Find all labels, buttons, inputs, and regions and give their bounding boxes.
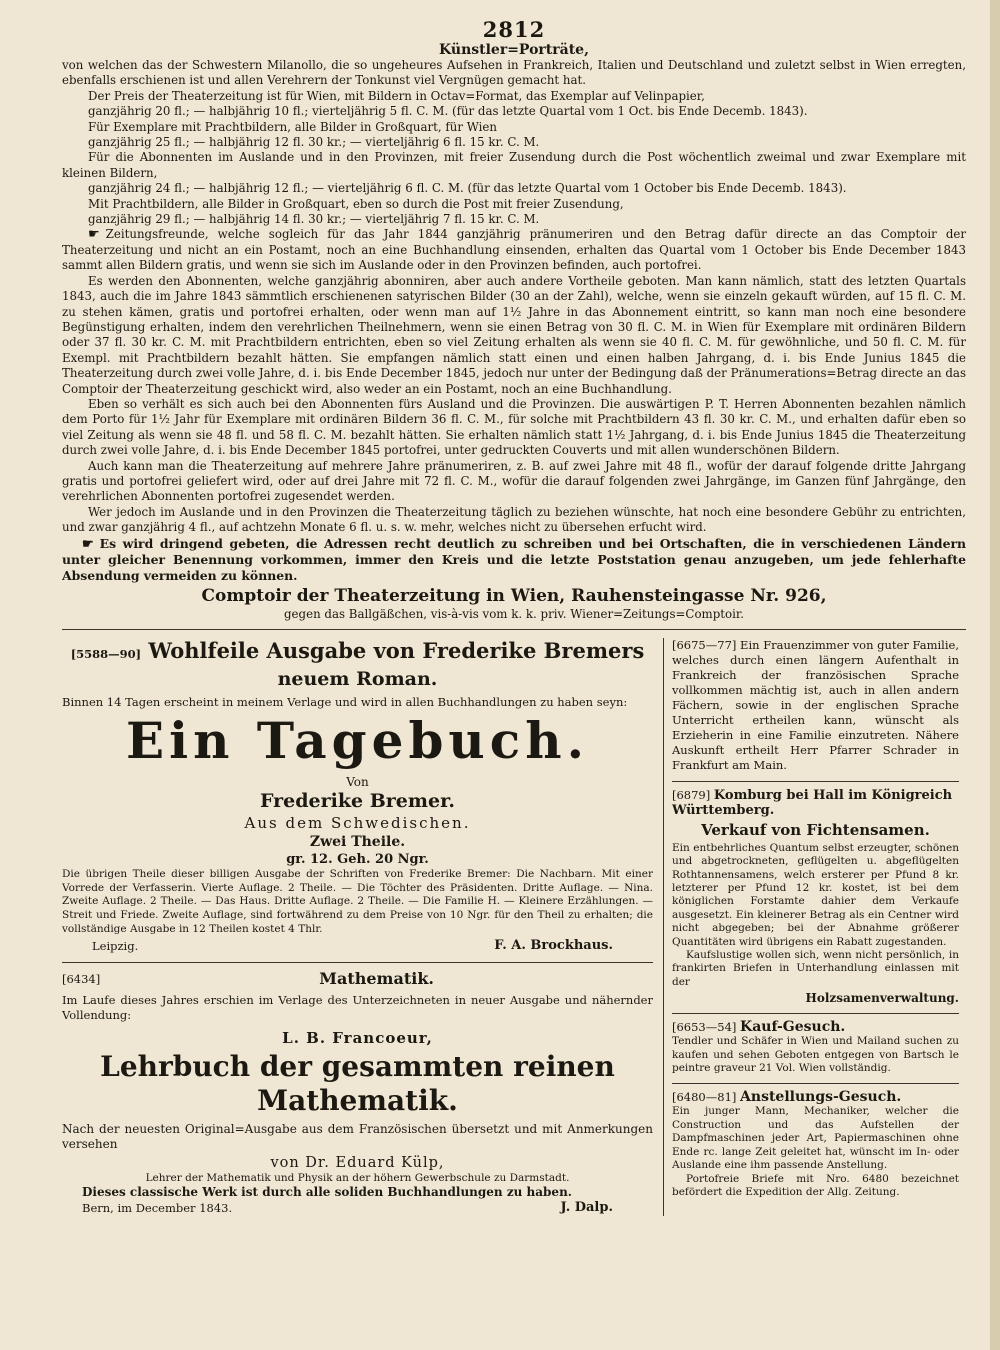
ad-divider <box>672 781 959 782</box>
ad-title: Verkauf von Fichtensamen. <box>701 820 930 839</box>
translator: von Dr. Eduard Külp, <box>270 1155 445 1172</box>
ad-publisher: F. A. Brockhaus. <box>494 938 613 954</box>
ad-title-line2: neuem Roman. <box>277 667 438 690</box>
notice-paragraph: von welchen das der Schwestern Milanollo, die so ungeheures Aufsehen in Frankreich, Italien und Deutschland und zuletzt selbst in Wien erregten, ebenfalls erschienen ist und allen Verehrern der Tonkunst viel Vergnügen gemacht hat. <box>62 58 966 88</box>
theaterzeitung-notice <box>62 58 966 623</box>
price-line: ganzjährig 20 fl.; — halbjährig 10 fl.; vierteljährig 5 fl. C. M. (für das letzte Quartal vom 1 Oct. bis Ende Decemb. 1843). <box>88 104 808 119</box>
price-line: ganzjährig 25 fl.; — halbjährig 12 fl. 30 kr.; — vierteljährig 6 fl. 15 kr. C. M. <box>88 135 540 150</box>
comptoir-address: gegen das Ballgäßchen, vis-à-vis vom k. k. priv. Wiener=Zeitungs=Comptoir. <box>284 607 744 622</box>
ad-kaufgesuch <box>672 1020 959 1075</box>
section-divider <box>62 629 966 630</box>
ad-anstellungsgesuch <box>672 1090 959 1199</box>
book-title: Ein Tagebuch. <box>126 711 589 771</box>
book-title: Lehrbuch der gesammten reinen Mathematik. <box>100 1050 615 1118</box>
ad-title: Kauf-Gesuch. <box>740 1019 846 1036</box>
ad-text: Ein junger Mann, Mechaniker, welcher die Construction und das Aufstellen der Dampfmaschinen jeder Art, Papiermaschinen ohne Ende rc. lange Zeit geleitet hat, wünscht im In- oder Auslande eine ihm passende Anstellung. <box>672 1105 959 1172</box>
by-label: Von <box>346 775 369 790</box>
header-subtitle: Künstler=Porträte, <box>439 42 589 58</box>
ad-text: Tendler und Schäfer in Wien und Mailand suchen zu kaufen und sehen Geboten entgegen von Bartsch le peintre graveur 21 Vol. Wien vollständig. <box>672 1035 959 1075</box>
other-volumes: Die übrigen Theile dieser billigen Ausgabe der Schriften von Frederike Bremer: Die Nachbarn. Mit einer Vorrede der Verfasserin. Vierte Auflage. 2 Theile. — Die Töchter des Präsidenten. Dritte Auflage. — Nina. Zweite Auflage. 2 Theile. — Das Haus. Dritte Auflage. 2 Theile. — Die Familie H. — Kleinere Erzählungen. — Streit und Friede. Zweite Auflage, sind fortwährend zu dem Preise von 10 Ngr. für den Theil zu erhalten; die vollständige Ausgabe in 12 Theilen kostet 4 Thlr. <box>62 868 653 935</box>
ad-divider <box>672 1013 959 1014</box>
ad-number: [6653—54] <box>672 1020 737 1035</box>
book-description: Nach der neuesten Original=Ausgabe aus dem Französischen übersetzt und mit Anmerkungen versehen <box>62 1122 653 1152</box>
ad-text: Ein entbehrliches Quantum selbst erzeugter, schönen und abgetrockneten, geflügelten u. abgeflügelten Rothtannensamens, welch ersterer per Pfund 8 kr. letzterer per Pfund 12 kr. kostet, ist bei dem königlichen Forstamte dahier dem Verkaufe ausgesetzt. Ein kleinerer Betrag als ein Centner wird nicht abgegeben; bei der Abnahme größerer Quantitäten wird übrigens ein Rabatt zugestanden. <box>672 841 959 948</box>
availability: Dieses classische Werk ist durch alle soliden Buchhandlungen zu haben. <box>82 1185 572 1200</box>
ad-number: [6434] <box>62 972 101 987</box>
ad-title: Anstellungs-Gesuch. <box>740 1089 902 1106</box>
notice-paragraph-with-hand <box>62 227 966 273</box>
ad-title: Mathematik. <box>319 969 434 989</box>
price-line: ganzjährig 29 fl.; — halbjährig 14 fl. 30 kr.; — vierteljährig 7 fl. 15 kr. C. M. <box>88 212 540 227</box>
notice-text: Zeitungsfreunde, welche sogleich für das Jahr 1844 ganzjährig pränumeriren und den Betrag dafür directe an das Comptoir der Theaterzeitung und nicht an ein Postamt, noch an eine Buchhandlung einsenden, erhalten das Quartal vom 1 October bis Ende December 1843 sammt allen Bildern gratis, und wenn sie sich im Auslande oder in den Provinzen befinden, auch portofrei. <box>62 227 966 273</box>
ad-number: [6879] <box>672 787 711 802</box>
notice-paragraph: Wer jedoch im Auslande und in den Provinzen die Theaterzeitung täglich zu beziehen wünschte, hat noch eine besondere Gebühr zu entrichten, und zwar ganzjährig 4 fl., auf achtzehn Monate 6 fl. u. s. w. mehr, welches nicht zu übersehen erfucht wird. <box>62 504 966 535</box>
pointing-hand-icon: ☛ <box>88 227 100 243</box>
ad-place: Leipzig. <box>92 939 139 954</box>
ad-number: [6480—81] <box>672 1090 737 1105</box>
ad-publisher: J. Dalp. <box>560 1200 613 1216</box>
book-price: gr. 12. Geh. 20 Ngr. <box>286 852 429 868</box>
translator-title: Lehrer der Mathematik und Physik an der höhern Gewerbschule zu Darmstadt. <box>145 1172 570 1185</box>
ad-divider <box>62 962 653 963</box>
price-line: ganzjährig 24 fl.; — halbjährig 12 fl.; — vierteljährig 6 fl. C. M. (für das letzte Quartal vom 1 October bis Ende Decemb. 1843). <box>88 181 847 196</box>
book-parts: Zwei Theile. <box>309 834 406 851</box>
left-column <box>62 638 664 1216</box>
ad-fichtensamen <box>672 788 959 1005</box>
ad-bremer <box>62 638 653 954</box>
comptoir-name: Comptoir der Theaterzeitung in Wien, Rauhensteingasse Nr. 926, <box>201 586 827 607</box>
notice-paragraph: Mit Prachtbildern, alle Bilder in Großquart, eben so durch die Post mit freier Zusendung, <box>88 196 624 211</box>
ad-divider <box>672 1083 959 1084</box>
page-number: 2812 <box>482 17 546 42</box>
ad-intro: Binnen 14 Tagen erscheint in meinem Verlage und wird in allen Buchhandlungen zu haben seyn: <box>62 694 628 709</box>
ad-frauenzimmer <box>672 638 959 773</box>
author-name: Frederike Bremer. <box>260 790 455 813</box>
ad-place: Bern, im December 1843. <box>82 1201 233 1216</box>
notice-paragraph: Auch kann man die Theaterzeitung auf mehrere Jahre pränumeriren, z. B. auf zwei Jahre mit 48 fl., wofür der darauf folgende dritte Jahrgang gratis und portofrei geliefert wird, oder auf drei Jahre mit 72 fl. C. M., wofür die darauf folgenden zwei Jahrgänge, im Ganzen fünf Jahrgänge, den verehrlichen Abonnenten portofrei zugesendet werden. <box>62 458 966 504</box>
notice-paragraph: Es werden den Abonnenten, welche ganzjährig abonniren, aber auch andere Vortheile geboten. Man kann nämlich, statt des letzten Quartals 1843, auch die im Jahre 1843 sämmtlich erschienenen satyrischen Bilder (30 an der Zahl), welche, wenn sie einzeln gekauft würden, auf 15 fl. C. M. zu stehen kämen, gratis und portofrei erhalten, oder wenn man auf 1½ Jahre in das Abonnement eintritt, so kann man noch eine besondere Begünstigung erhalten, indem den verehrlichen Theilnehmern, wenn sie einen Betrag von 30 fl. C. M. in Wien für Exemplare mit ordinären Bildern oder 37 fl. 30 kr. C. M. mit Prachtbildern entrichten, eben so viel Zeitung erhalten als wenn sie 40 fl. C. M. für gewöhnliche, und 50 fl. C. M. für Exempl. mit Prachtbildern bezahlt hätten. Sie empfangen nämlich statt einen und einen halben Jahrgang, d. i. bis Ende Junius 1845 die Theaterzeitung durch zwei volle Jahre, d. i. bis Ende December 1845, jedoch nur unter der Bedingung daß der Pränumerations=Betrag directe an das Comptoir der Theaterzeitung geschickt wird, also weder an ein Postamt, noch an eine Buchhandlung. <box>62 273 966 396</box>
right-column <box>664 638 959 1216</box>
ad-number: [5588—90] <box>70 646 142 661</box>
notice-paragraph: Für Exemplare mit Prachtbildern, alle Bilder in Großquart, für Wien <box>88 119 498 134</box>
notice-paragraph: Der Preis der Theaterzeitung ist für Wien, mit Bildern in Octav=Format, das Exemplar auf Velinpapier, <box>88 88 705 103</box>
notice-paragraph: Eben so verhält es sich auch bei den Abonnenten fürs Ausland und die Provinzen. Die auswärtigen P. T. Herren Abonnenten bezahlen nämlich dem Porto für 1½ Jahr für Exemplare mit ordinären Bildern 36 fl. C. M., für solche mit Prachtbildern 43 fl. 30 kr. C. M., und erhalten dafür eben so viel Zeitung als wenn sie 48 fl. und 58 fl. C. M. bezahlt hätten. Sie erhalten nämlich statt 1½ Jahrgang, d. i. bis Ende Junius 1845 die Theaterzeitung durch zwei volle Jahre, d. i. bis Ende December 1845 portofrei, unter gedruckten Couverts und mit allen wunderschönen Bildern. <box>62 396 966 458</box>
notice-paragraph: Für die Abonnenten im Auslande und in den Provinzen, mit freier Zusendung durch die Post wöchentlich zweimal und zwar Exemplare mit kleinen Bildern, <box>62 150 966 180</box>
ad-signature <box>62 1200 653 1216</box>
pointing-hand-icon: ☛ <box>82 536 94 552</box>
ad-place: Komburg bei Hall im Königreich Württemberg. <box>672 787 953 818</box>
page-header <box>62 18 966 58</box>
ad-signature <box>62 938 653 954</box>
book-subtitle: Aus dem Schwedischen. <box>244 814 471 833</box>
ad-title: Wohlfeile Ausgabe von Frederike Bremers <box>148 637 645 663</box>
ad-text: Kaufslustige wollen sich, wenn nicht persönlich, in frankirten Briefen in Unterhandlung einlassen mit der <box>672 949 959 988</box>
author-name: L. B. Francoeur, <box>282 1029 433 1048</box>
ad-text: Ein Frauenzimmer von guter Familie, welches durch einen längern Aufenthalt in Frankreich der französischen Sprache vollkommen mächtig ist, auch in allen andern Fächern, sowie in der englischen Sprache Unterricht ertheilen kann, wünscht als Erzieherin in eine Familie einzutreten. Nähere Auskunft ertheilt Herr Pfarrer Schrader in Frankfurt am Main. <box>672 637 959 772</box>
ad-signature: Holzsamenverwaltung. <box>805 991 959 1006</box>
ad-number: [6675—77] <box>672 637 737 652</box>
page-edge <box>990 0 1000 1350</box>
ad-mathematik <box>62 969 653 1216</box>
address-notice-text: Es wird dringend gebeten, die Adressen recht deutlich zu schreiben und bei Ortschaften, die in verschiedenen Ländern unter gleicher Benennung vorkommen, immer den Kreis und die letzte Poststation genau anzugeben, um jede fehlerhafte Absendung vermeiden zu können. <box>62 535 966 583</box>
ad-intro: Im Laufe dieses Jahres erschien im Verlage des Unterzeichneten in neuer Ausgabe und nähernder Vollendung: <box>62 993 653 1022</box>
ad-text: Portofreie Briefe mit Nro. 6480 bezeichnet befördert die Expedition der Allg. Zeitung. <box>672 1172 959 1198</box>
advertisement-columns <box>62 638 966 1216</box>
address-notice <box>62 536 966 584</box>
